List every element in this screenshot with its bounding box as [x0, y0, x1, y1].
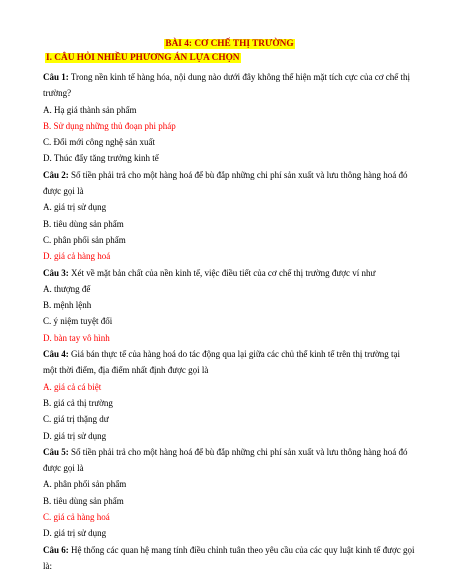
section-heading [45, 52, 416, 64]
answer-option: C. ý niệm tuyệt đối [43, 316, 113, 327]
document-title-text: BÀI 4: CƠ CHẾ THỊ TRƯỜNG [165, 39, 294, 49]
question-text: Trong nền kinh tế hàng hóa, nội dung nào dưới đây không thể hiện mặt tích cực của cơ chế thị trường? [43, 72, 410, 99]
question-text: Giá bán thực tế của hàng hoá do tác động qua lại giữa các chủ thể kinh tế trên thị trường tại một thời điểm, địa điểm nhất định được gọi là [43, 349, 401, 376]
section-heading-text: I. CÂU HỎI NHIỀU PHƯƠNG ÁN LỰA CHỌN [46, 53, 240, 63]
answer-option-correct: B. Sử dụng những thủ đoạn phi pháp [43, 120, 176, 131]
answer-option: A. Hạ giá thành sản phẩm [43, 104, 137, 115]
question-label: Câu 5: [43, 446, 69, 457]
answer-option: D. giá trị sử dụng [43, 430, 107, 441]
question-3 [43, 265, 416, 281]
question-label: Câu 2: [43, 169, 69, 180]
question-list [43, 69, 416, 574]
question-1 [43, 69, 416, 102]
question-label: Câu 3: [43, 267, 69, 278]
question-label: Câu 1: [43, 72, 69, 82]
answer-option: A. giá trị sử dụng [43, 202, 107, 213]
answer-option-correct: C. giá cả hàng hoá [43, 512, 110, 523]
answer-option: C. phân phối sản phẩm [43, 234, 126, 245]
answer-option: B. tiêu dùng sản phẩm [43, 495, 124, 506]
answer-option: B. tiêu dùng sản phẩm [43, 218, 124, 229]
question-text: Số tiền phải trả cho một hàng hoá để bù đắp những chi phí sản xuất và lưu thông hàng hoá đó được gọi là [43, 446, 408, 474]
answer-option: A. phân phối sản phẩm [43, 479, 127, 490]
answer-option-correct: D. giá cả hàng hoá [43, 251, 111, 262]
question-label: Câu 6: [43, 544, 69, 555]
question-text: Số tiền phải trả cho một hàng hoá để bù đắp những chi phí sản xuất và lưu thông hàng hoá đó được gọi là [43, 169, 408, 197]
question-5 [43, 444, 416, 477]
answer-option: C. giá trị thặng dư [43, 414, 109, 425]
answer-option: A. thượng đế [43, 283, 91, 294]
question-2 [43, 167, 416, 200]
question-4 [43, 346, 416, 379]
answer-option-correct: A. giá cả cá biệt [43, 381, 102, 392]
question-text: Hệ thống các quan hệ mang tính điều chỉnh tuân theo yêu cầu của các quy luật kinh tế được gọi là: [43, 544, 415, 571]
question-6 [43, 542, 416, 575]
answer-option: D. Thúc đẩy tăng trưởng kinh tế [43, 153, 159, 164]
document-title [43, 38, 416, 50]
question-text: Xét về mặt bản chất của nền kinh tế, việc điều tiết của cơ chế thị trường được ví như [71, 267, 376, 278]
answer-option: C. Đổi mới công nghệ sản xuất [43, 137, 155, 148]
answer-option: B. giá cả thị trường [43, 397, 113, 408]
answer-option: D. giá trị sử dụng [43, 528, 107, 539]
answer-option-correct: D. bàn tay vô hình [43, 332, 110, 343]
question-label: Câu 4: [43, 349, 69, 360]
answer-option: B. mệnh lệnh [43, 300, 92, 311]
